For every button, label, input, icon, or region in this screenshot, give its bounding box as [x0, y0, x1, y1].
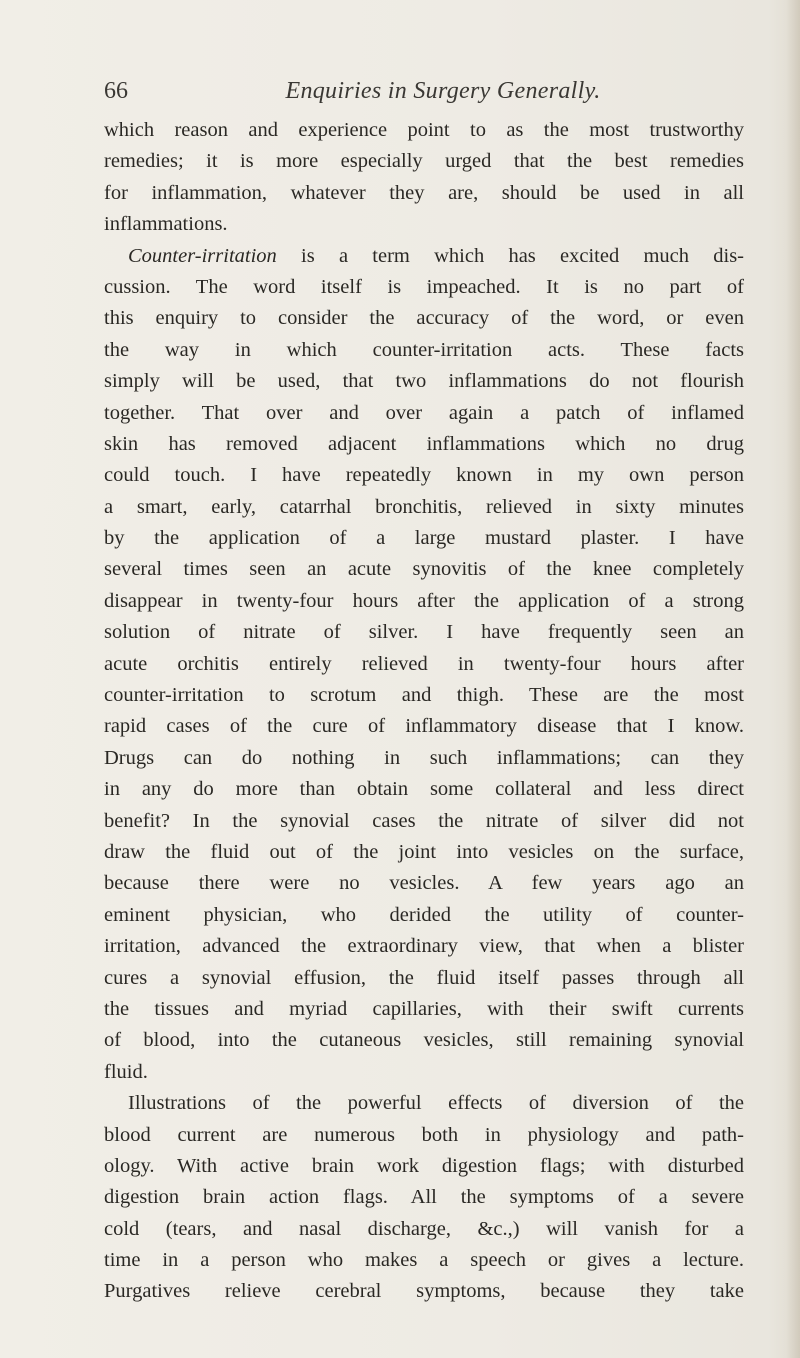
text-line [104, 806, 744, 837]
text-line [104, 1214, 744, 1245]
text-line [104, 837, 744, 868]
line-text: could touch. I have repeatedly known in my own person [104, 464, 744, 487]
text-line [104, 178, 744, 209]
text-line [104, 586, 744, 617]
line-text: cussion. The word itself is impeached. It is no part of [104, 275, 744, 298]
line-text: together. That over and over again a patch of inflamed [104, 401, 744, 424]
text-line [104, 398, 744, 429]
text-line [104, 963, 744, 994]
line-text: remedies; it is more especially urged that the best remedies [104, 150, 744, 173]
text-line [104, 994, 744, 1025]
text-line [104, 366, 744, 397]
page-edge-shadow [786, 0, 800, 1358]
text-line [104, 774, 744, 805]
line-text: several times seen an acute synovitis of the knee completely [104, 558, 744, 581]
line-text: solution of nitrate of silver. I have frequently seen an [104, 621, 744, 644]
line-text: disappear in twenty-four hours after the application of a strong [104, 589, 744, 612]
text-line [104, 523, 744, 554]
line-text: fluid. [104, 1060, 148, 1083]
text-line [104, 460, 744, 491]
line-text: draw the fluid out of the joint into vesicles on the surface, [104, 840, 744, 863]
line-text: the tissues and myriad capillaries, with their swift currents [104, 997, 744, 1020]
text-line [104, 492, 744, 523]
line-text: simply will be used, that two inflammations do not flourish [104, 370, 744, 393]
text-line [104, 868, 744, 899]
line-text: this enquiry to consider the accuracy of the word, or even [104, 307, 744, 330]
line-text: is a term which has excited much dis- [276, 244, 744, 267]
text-line [104, 1057, 744, 1088]
line-text: eminent physician, who derided the utility of counter- [104, 903, 744, 926]
line-text: benefit? In the synovial cases the nitrate of silver did not [104, 809, 744, 832]
line-text: because there were no vesicles. A few years ago an [104, 872, 744, 895]
text-line [104, 303, 744, 334]
text-line [104, 711, 744, 742]
text-line [104, 1276, 744, 1307]
line-text: time in a person who makes a speech or gives a lecture. [104, 1249, 744, 1272]
line-text: skin has removed adjacent inflammations which no drug [104, 432, 744, 455]
line-text: counter-irritation to scrotum and thigh. These are the most [104, 684, 744, 707]
line-text: Purgatives relieve cerebral symptoms, because they take [104, 1280, 744, 1303]
text-line [104, 209, 744, 240]
line-text: Illustrations of the powerful effects of diversion of the [128, 1092, 744, 1115]
body-text [104, 115, 744, 1308]
line-text: rapid cases of the cure of inflammatory disease that I know. [104, 715, 744, 738]
line-text: by the application of a large mustard plaster. I have [104, 527, 744, 550]
line-text: a smart, early, catarrhal bronchitis, relieved in sixty minutes [104, 495, 744, 518]
text-line [104, 241, 744, 272]
line-text: which reason and experience point to as the most trustworthy [104, 119, 744, 141]
text-line [104, 1245, 744, 1276]
text-line [104, 429, 744, 460]
text-line [104, 900, 744, 931]
line-text: cold (tears, and nasal discharge, &c.,) will vanish for a [104, 1217, 744, 1240]
text-line [104, 1025, 744, 1056]
line-text: of blood, into the cutaneous vesicles, still remaining synovial [104, 1029, 744, 1052]
text-line [104, 680, 744, 711]
text-line [104, 146, 744, 177]
line-text: blood current are numerous both in physiology and path- [104, 1123, 744, 1146]
line-text: cures a synovial effusion, the fluid itself passes through all [104, 966, 744, 989]
text-line [104, 1088, 744, 1119]
line-text: in any do more than obtain some collateral and less direct [104, 778, 744, 801]
text-line [104, 743, 744, 774]
text-line [104, 554, 744, 585]
text-line [104, 1120, 744, 1151]
italic-term: Counter-irritation [128, 244, 277, 267]
line-text: digestion brain action flags. All the symptoms of a severe [104, 1186, 744, 1209]
line-text: the way in which counter-irritation acts. These facts [104, 338, 744, 361]
line-text: for inflammation, whatever they are, should be used in all [104, 181, 744, 204]
text-line [104, 649, 744, 680]
line-text: acute orchitis entirely relieved in twenty-four hours after [104, 652, 744, 675]
text-line [104, 931, 744, 962]
line-text: irritation, advanced the extraordinary view, that when a blister [104, 935, 744, 958]
text-line [104, 115, 744, 146]
text-line [104, 1182, 744, 1213]
text-line [104, 335, 744, 366]
text-line [104, 617, 744, 648]
running-head: Enquiries in Surgery Generally. [285, 78, 601, 104]
line-text: inflammations. [104, 213, 228, 236]
line-text: ology. With active brain work digestion flags; with disturbed [104, 1154, 744, 1177]
line-text: Drugs can do nothing in such inflammations; can they [104, 746, 744, 769]
page-number: 66 [104, 78, 128, 104]
text-line [104, 1151, 744, 1182]
text-line [104, 272, 744, 303]
page-header [104, 78, 744, 118]
